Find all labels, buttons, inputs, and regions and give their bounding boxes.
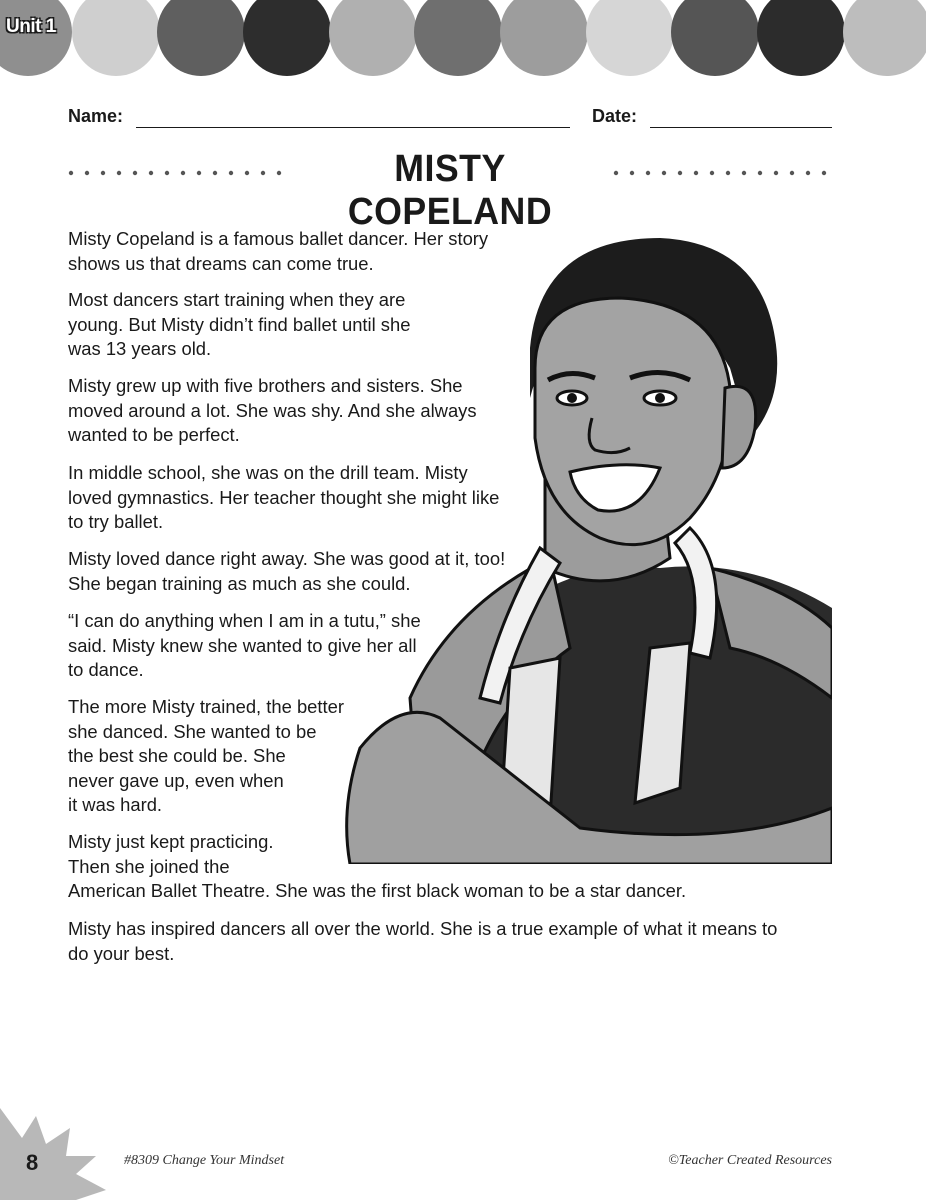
story-paragraph: Misty Copeland is a famous ballet dancer. Her story shows us that dreams can come true.: [68, 228, 489, 274]
name-blank-line[interactable]: [136, 127, 570, 128]
date-blank-line[interactable]: [650, 127, 832, 128]
story-paragraph: In middle school, she was on the drill team. Misty loved gymnastics. Her teacher thought she might like to try ballet.: [68, 462, 500, 532]
band-circle: [329, 0, 417, 76]
dotted-rule-right: [610, 170, 832, 176]
band-circle: [671, 0, 759, 76]
title-row: [68, 148, 832, 233]
top-circle-band: [0, 0, 926, 80]
story-paragraph: Misty just kept practicing. Then she joined the American Ballet Theatre. She was the first black woman to be a star dancer.: [68, 831, 687, 901]
band-circle: [243, 0, 331, 76]
page-title: MISTY COPELAND: [347, 148, 553, 233]
band-circle: [586, 0, 674, 76]
name-label: Name:: [68, 106, 124, 126]
band-circle: [72, 0, 160, 76]
footer-publisher: ©Teacher Created Resources: [668, 1153, 832, 1168]
page-number-starburst: [0, 1108, 110, 1200]
name-date-row: [68, 106, 832, 130]
band-circle: [757, 0, 845, 76]
date-label: Date:: [592, 106, 638, 126]
band-circle: [843, 0, 926, 76]
dotted-rule-left: [68, 170, 290, 176]
story-paragraph: Misty grew up with five brothers and sisters. She moved around a lot. She was shy. And she always wanted to be perfect.: [68, 375, 477, 445]
band-circle: [0, 0, 72, 76]
unit-label: Unit 1: [6, 16, 56, 37]
story-paragraph: Misty has inspired dancers all over the world. She is a true example of what it means to do your best.: [68, 918, 778, 964]
story-paragraph: The more Misty trained, the better she danced. She wanted to be the best she could be. She never gave up, even when it was hard.: [68, 696, 344, 815]
story-paragraph: “I can do anything when I am in a tutu,” she said. Misty knew she wanted to give her all to dance.: [68, 610, 421, 680]
page-number: 8: [26, 1150, 39, 1175]
story-paragraph: Misty loved dance right away. She was good at it, too! She began training as much as she could.: [68, 548, 506, 594]
footer-book-title: #8309 Change Your Mindset: [124, 1153, 285, 1168]
band-circle: [157, 0, 245, 76]
band-circle: [500, 0, 588, 76]
story-paragraph: Most dancers start training when they are young. But Misty didn’t find ballet until she was 13 years old.: [68, 289, 411, 359]
band-circle: [414, 0, 502, 76]
